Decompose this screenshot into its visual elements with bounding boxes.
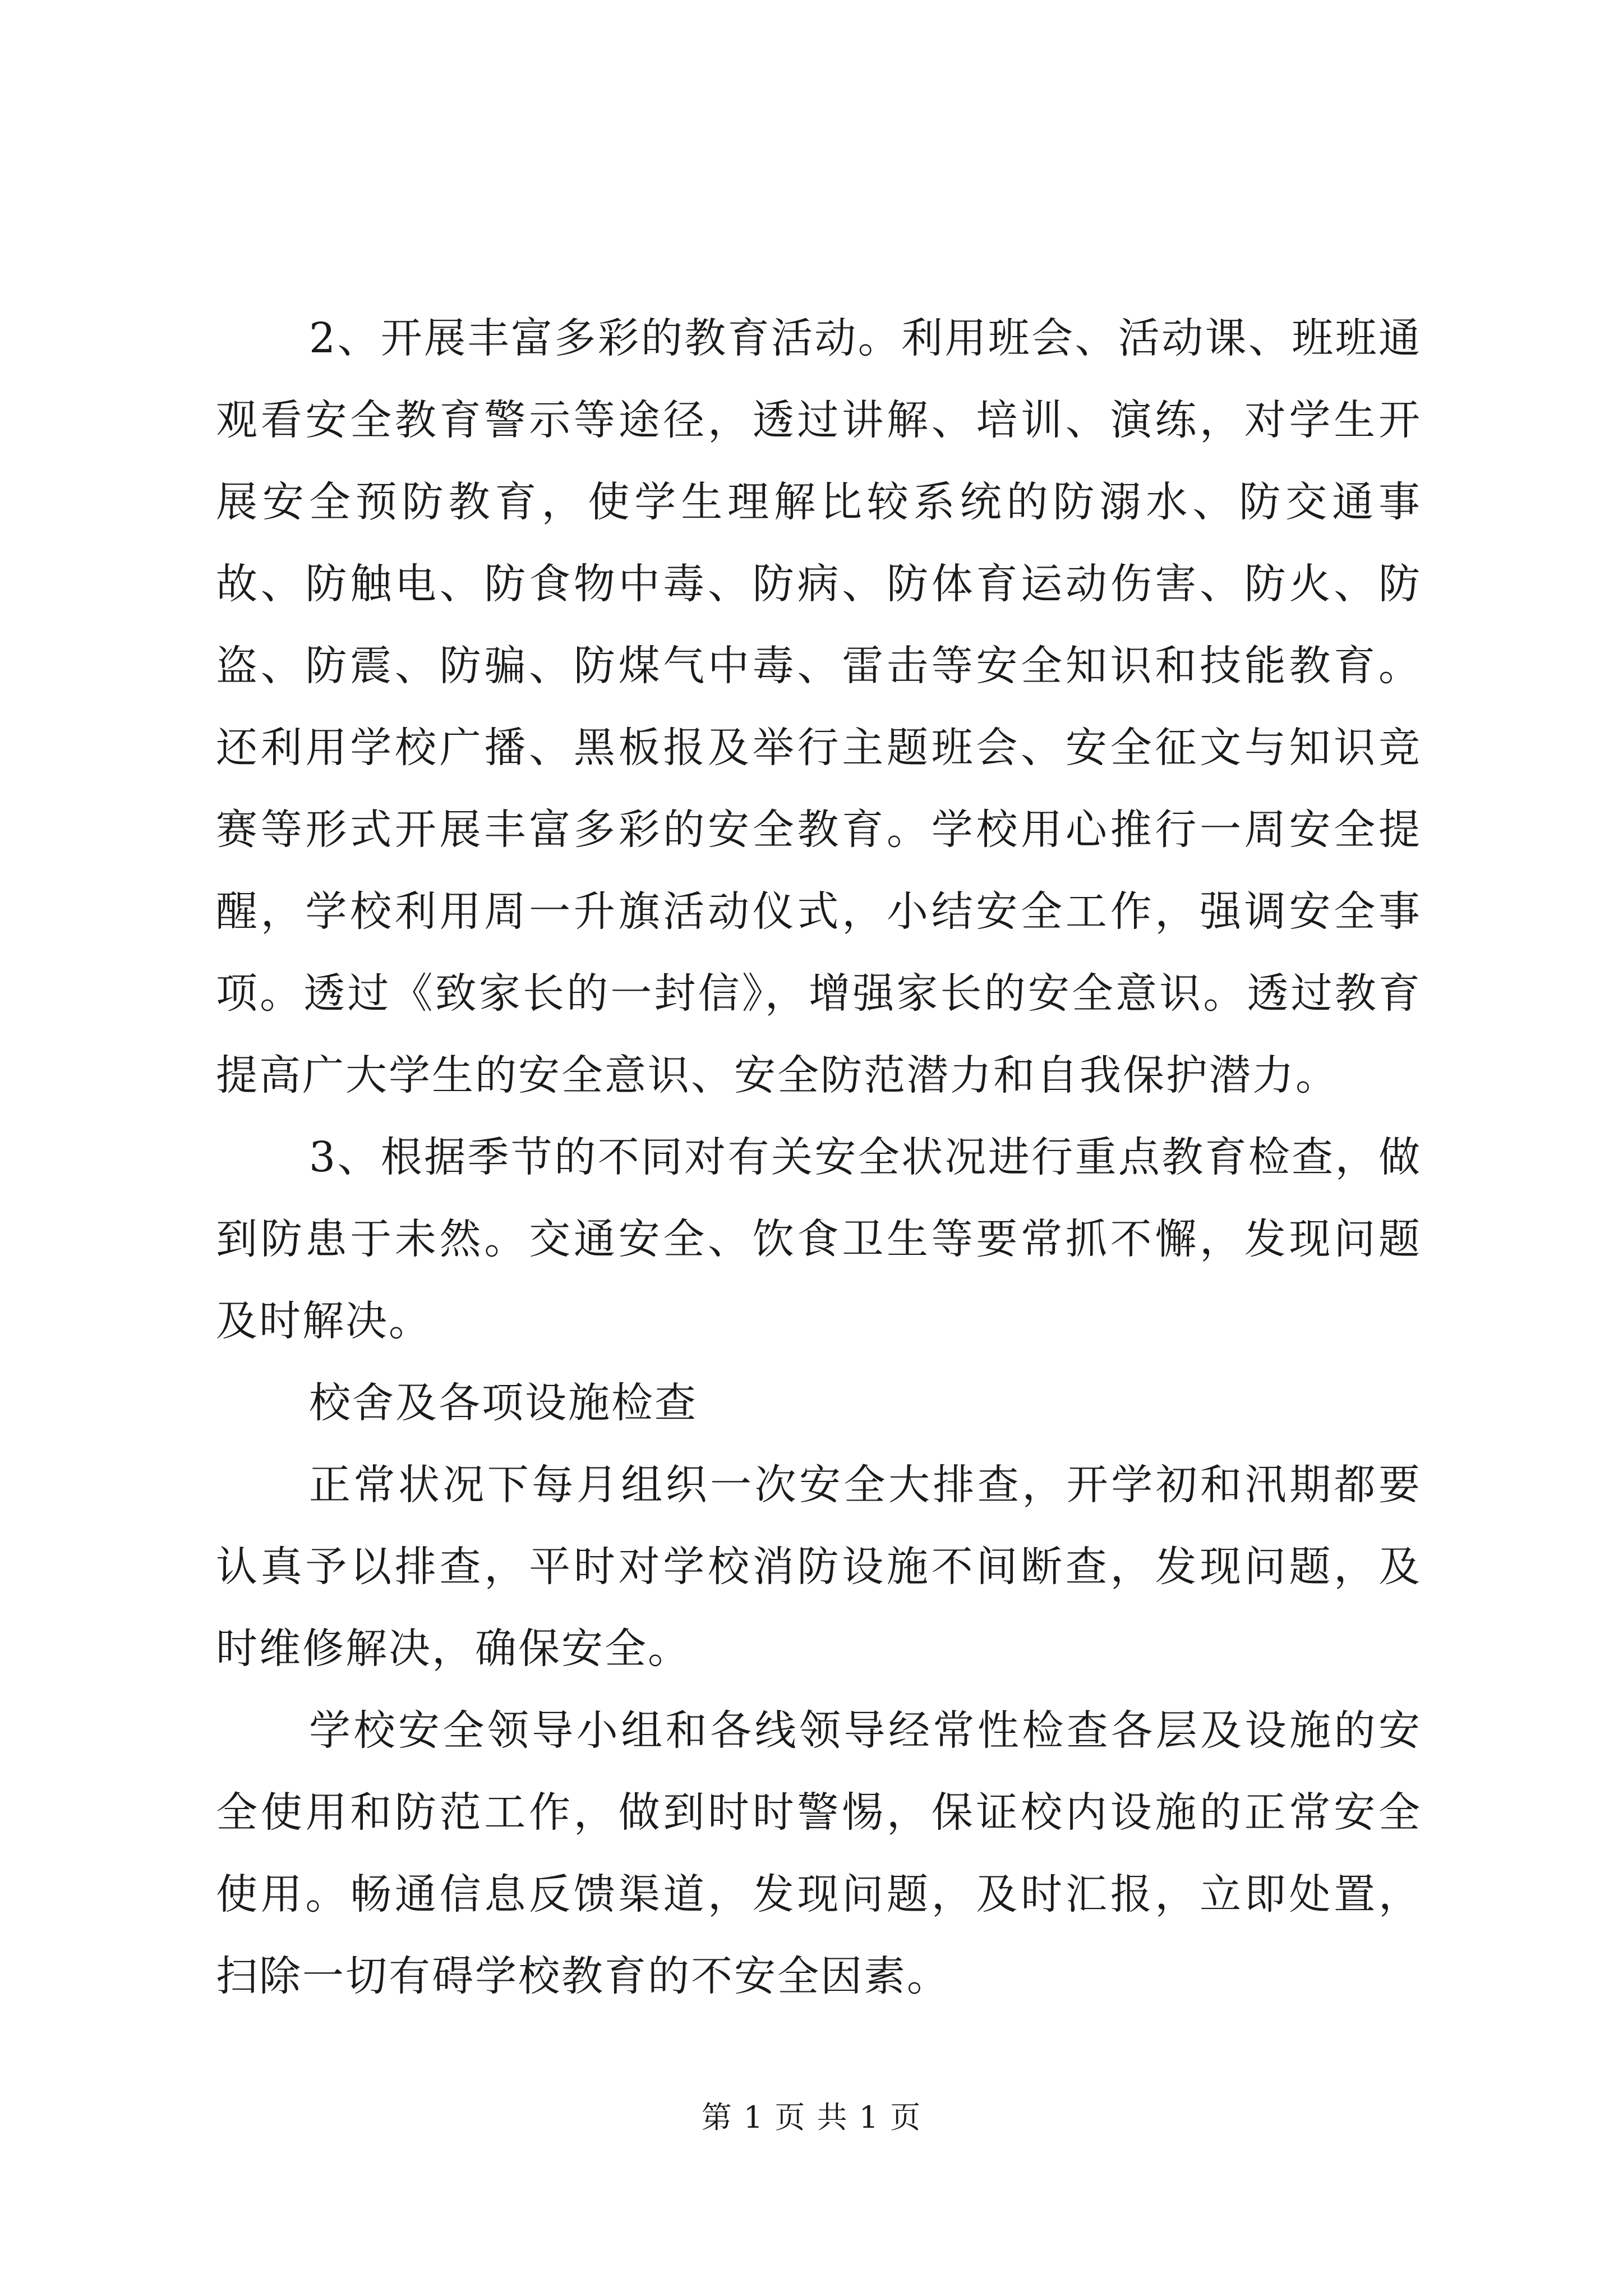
paragraph-education-activities: 2、开展丰富多彩的教育活动。利用班会、活动课、班班通观看安全教育警示等途径，透过讲解、培训、演练，对学生开展安全预防教育，使学生理解比较系统的防溺水、防交通事故、防触电、防食物中毒、防病、防体育运动伤害、防火、防盗、防震、防骗、防煤气中毒、雷击等安全知识和技能教育。还利用学校广播、黑板报及举行主题班会、安全征文与知识竞赛等形式开展丰富多彩的安全教育。学校用心推行一周安全提醒，学校利用周一升旗活动仪式，小结安全工作，强调安全事项。透过《致家长的一封信》，增强家长的安全意识。透过教育提高广大学生的安全意识、安全防范潜力和自我保护潜力。 <box>216 314 1422 1099</box>
page-footer: 第 1 页 共 1 页 <box>701 2100 922 2135</box>
paragraph-safety-leadership: 学校安全领导小组和各线领导经常性检查各层及设施的安全使用和防范工作，做到时时警惕，保证校内设施的正常安全使用。畅通信息反馈渠道，发现问题，及时汇报，立即处置，扫除一切有碍学校教育的不安全因素。 <box>216 1706 1422 2000</box>
document-body <box>216 297 1422 2017</box>
paragraph-monthly-inspection: 正常状况下每月组织一次安全大排查，开学初和汛期都要认真予以排查，平时对学校消防设施不间断查，发现问题，及时维修解决，确保安全。 <box>216 1461 1422 1673</box>
section-heading: 校舍及各项设施检查 <box>309 1379 698 1427</box>
paragraph-seasonal-inspection: 3、根据季节的不同对有关安全状况进行重点教育检查，做到防患于未然。交通安全、饮食卫生等要常抓不懈，发现问题及时解决。 <box>216 1133 1422 1345</box>
